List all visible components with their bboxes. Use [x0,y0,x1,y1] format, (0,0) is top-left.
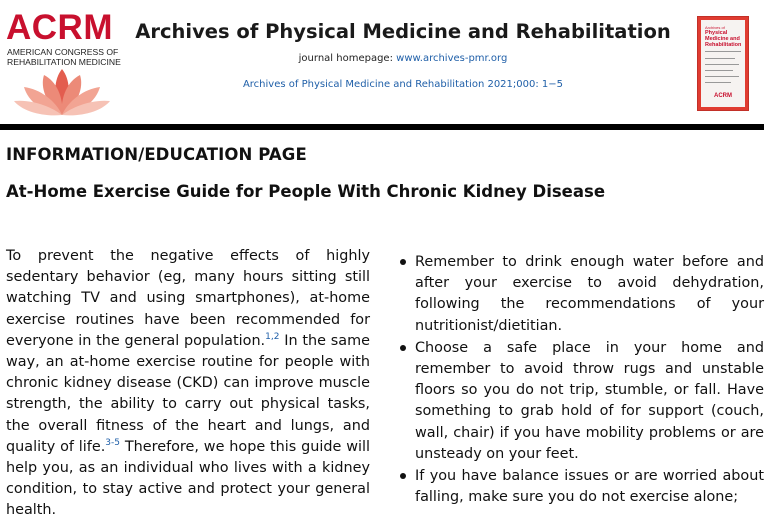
cover-brand: ACRM [714,93,732,99]
acrm-logo[interactable] [6,10,124,114]
header-rule [0,124,764,130]
logo-subtitle-line1: AMERICAN CONGRESS OF [7,47,119,57]
section-label: INFORMATION/EDUCATION PAGE [6,145,307,164]
cover-divider [705,58,735,59]
cover-divider [705,64,739,65]
list-item [398,466,764,508]
cover-small-text: Archives of [705,25,725,30]
intro-text: Therefore, we hope this guide will help you, as an individual who lives with a kidney condition, to stay active and protect your general health. [6,438,370,519]
intro-text: In the same way, an at-home exercise routine for people with chronic kidney disease (CKD) can improve muscle strength, the ability to carry out physical tasks, the overall fitness of the heart and lungs, and quality of life. [6,332,370,455]
cover-divider [705,70,733,71]
reference-link[interactable]: 3-5 [105,437,120,448]
reference-link[interactable]: 1,2 [265,331,280,342]
journal-homepage [128,53,678,64]
journal-cover-thumbnail[interactable] [698,17,748,110]
homepage-link[interactable]: www.archives-pmr.org [396,53,508,64]
bullet-icon [400,259,406,265]
logo-subtitle-line2: REHABILITATION MEDICINE [7,57,121,67]
list-item [398,338,764,465]
bullet-text: If you have balance issues or are worried about falling, make sure you do not exercise alone; [415,468,764,506]
bullet-text: Choose a safe place in your home and remember to avoid throw rugs and unstable floors so you do not trip, stumble, or fall. Have something to grab hold of for support (couch, wall, chair) if you have mobility problems or are unsteady on your feet. [415,339,764,462]
intro-text: To prevent the negative effects of highly sedentary behavior (eg, many hours sitting still watching TV and using smartphones), at-home exercise routines have been recommended for everyone in the general population. [6,248,370,349]
right-column [398,252,764,509]
logo-subtitle [7,47,127,67]
article-title: At-Home Exercise Guide for People With Chronic Kidney Disease [6,182,606,201]
bullet-text: Remember to drink enough water before and after your exercise to avoid dehydration, following the recommendations of your nutritionist/dietitian. [415,254,764,334]
cover-divider [705,51,741,52]
cover-page [701,20,745,107]
list-item [398,252,764,337]
bullet-icon [400,473,406,479]
cover-divider [705,82,731,83]
journal-title: Archives of Physical Medicine and Rehabilitation [135,20,671,43]
bullet-icon [400,345,406,351]
journal-header [0,0,774,124]
homepage-label: journal homepage: [298,53,393,64]
logo-wordmark: ACRM [6,8,113,47]
left-column [6,246,370,522]
lotus-icon [12,67,112,117]
cover-title: Physical Medicine and Rehabilitation [705,30,742,48]
article-citation[interactable]: Archives of Physical Medicine and Rehabilitation 2021;000: 1−5 [242,79,564,90]
cover-divider [705,76,739,77]
